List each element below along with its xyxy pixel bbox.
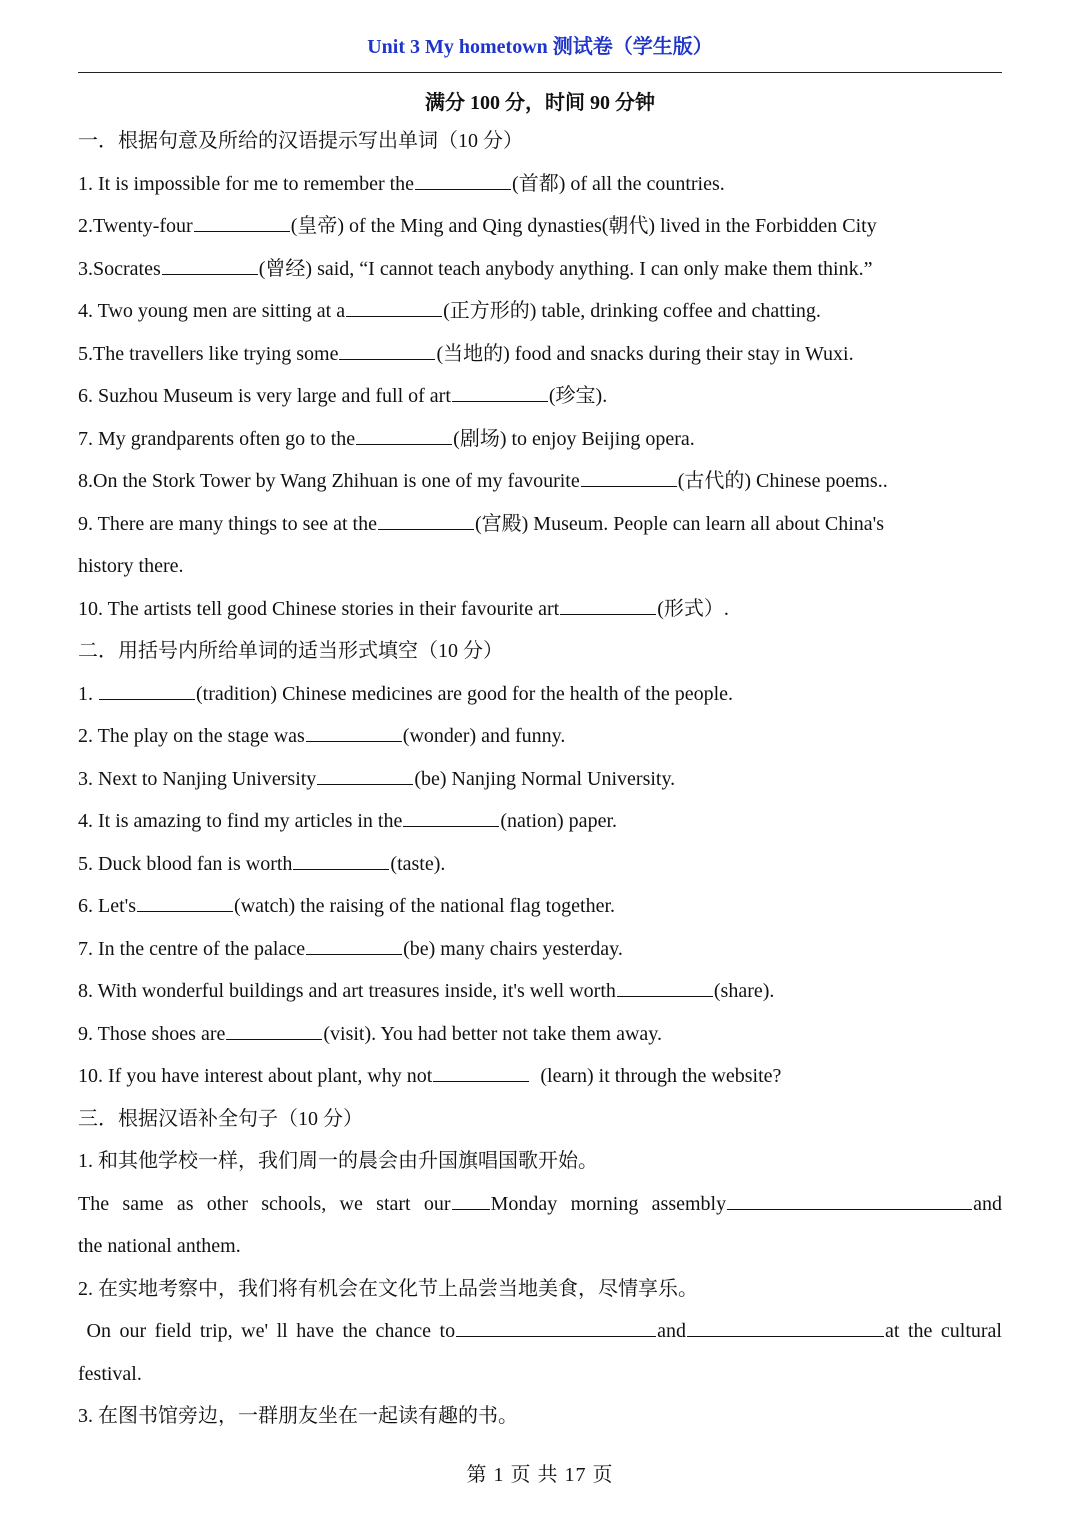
answer-blank[interactable]: [137, 891, 233, 912]
answer-blank[interactable]: [687, 1316, 884, 1337]
answer-blank[interactable]: [317, 764, 413, 785]
answer-blank[interactable]: [293, 849, 389, 870]
s3-question-2-cont: festival.: [78, 1362, 142, 1385]
s1-question-5: 5.The travellers like trying some (当地的) food and snacks during their stay in Wuxi.: [78, 333, 1002, 376]
s1-question-9: 9. There are many things to see at the (宫殿) Museum. People can learn all about China's: [78, 503, 1002, 546]
answer-blank[interactable]: [346, 296, 442, 317]
answer-blank[interactable]: [194, 211, 290, 232]
answer-blank[interactable]: [456, 1316, 656, 1337]
s2-question-2: 2. The play on the stage was (wonder) and funny.: [78, 715, 1002, 758]
s2-question-6: 6. Let's (watch) the raising of the national flag together.: [78, 885, 1002, 928]
s1-question-6: 6. Suzhou Museum is very large and full of art (珍宝).: [78, 375, 1002, 418]
page-title: Unit 3 My hometown 测试卷（学生版）: [367, 36, 713, 58]
answer-blank[interactable]: [581, 466, 677, 487]
answer-blank[interactable]: [560, 594, 656, 615]
header-divider: [78, 72, 1002, 73]
score-time-info: 满分 100 分，时间 90 分钟: [425, 92, 655, 114]
s3-question-1-cont: the national anthem.: [78, 1235, 241, 1257]
s1-question-9-cont: history there.: [78, 555, 184, 577]
answer-blank[interactable]: [162, 254, 258, 275]
s3-question-2-chinese: 2. 在实地考察中，我们将有机会在文化节上品尝当地美食，尽情享乐。: [78, 1277, 698, 1300]
s2-question-4: 4. It is amazing to find my articles in the (nation) paper.: [78, 800, 1002, 843]
answer-blank[interactable]: [452, 381, 548, 402]
section-2-heading: 二．用括号内所给单词的适当形式填空（10 分）: [78, 640, 503, 662]
s1-question-4: 4. Two young men are sitting at a (正方形的) table, drinking coffee and chatting.: [78, 290, 1002, 333]
s1-question-2: 2.Twenty-four (皇帝) of the Ming and Qing dynasties(朝代) lived in the Forbidden City: [78, 205, 1002, 248]
s2-question-9: 9. Those shoes are (visit). You had better not take them away.: [78, 1013, 1002, 1056]
s1-question-3: 3.Socrates (曾经) said, “I cannot teach anybody anything. I can only make them think.”: [78, 248, 1002, 291]
page-number: 第 1 页 共 17 页: [466, 1464, 614, 1486]
answer-blank[interactable]: [452, 1189, 490, 1210]
answer-blank[interactable]: [617, 976, 713, 997]
answer-blank[interactable]: [339, 339, 435, 360]
answer-blank[interactable]: [378, 509, 474, 530]
s2-question-10: 10. If you have interest about plant, why not (learn) it through the website?: [78, 1055, 1002, 1098]
answer-blank[interactable]: [306, 721, 402, 742]
s2-question-1: 1. (tradition) Chinese medicines are good for the health of the people.: [78, 673, 1002, 716]
s3-question-1-chinese: 1. 和其他学校一样，我们周一的晨会由升国旗唱国歌开始。: [78, 1150, 598, 1172]
answer-blank[interactable]: [433, 1061, 529, 1082]
s3-question-3-chinese: 3. 在图书馆旁边，一群朋友坐在一起读有趣的书。: [78, 1405, 518, 1427]
answer-blank[interactable]: [415, 169, 511, 190]
answer-blank[interactable]: [727, 1189, 972, 1210]
s2-question-7: 7. In the centre of the palace (be) many chairs yesterday.: [78, 928, 1002, 971]
s2-question-3: 3. Next to Nanjing University (be) Nanjing Normal University.: [78, 758, 1002, 801]
answer-blank[interactable]: [403, 806, 499, 827]
s1-question-10: 10. The artists tell good Chinese stories in their favourite art (形式）.: [78, 588, 1002, 631]
s3-question-1-english: The same as other schools, we start our Monday morning assembly and: [78, 1183, 1002, 1226]
answer-blank[interactable]: [226, 1019, 322, 1040]
section-3-heading: 三．根据汉语补全句子（10 分）: [78, 1107, 363, 1130]
answer-blank[interactable]: [99, 679, 195, 700]
s2-question-5: 5. Duck blood fan is worth (taste).: [78, 843, 1002, 886]
answer-blank[interactable]: [356, 424, 452, 445]
exam-content: [78, 120, 1002, 1438]
s1-question-8: 8.On the Stork Tower by Wang Zhihuan is one of my favourite (古代的) Chinese poems..: [78, 460, 1002, 503]
s1-question-7: 7. My grandparents often go to the (剧场) to enjoy Beijing opera.: [78, 418, 1002, 461]
s3-question-2-english: On our field trip, we' ll have the chance to and at the cultural: [78, 1310, 1002, 1353]
section-1-heading: 一．根据句意及所给的汉语提示写出单词（10 分）: [78, 130, 523, 152]
s1-question-1: 1. It is impossible for me to remember the (首都) of all the countries.: [78, 163, 1002, 206]
s2-question-8: 8. With wonderful buildings and art treasures inside, it's well worth (share).: [78, 970, 1002, 1013]
answer-blank[interactable]: [306, 934, 402, 955]
